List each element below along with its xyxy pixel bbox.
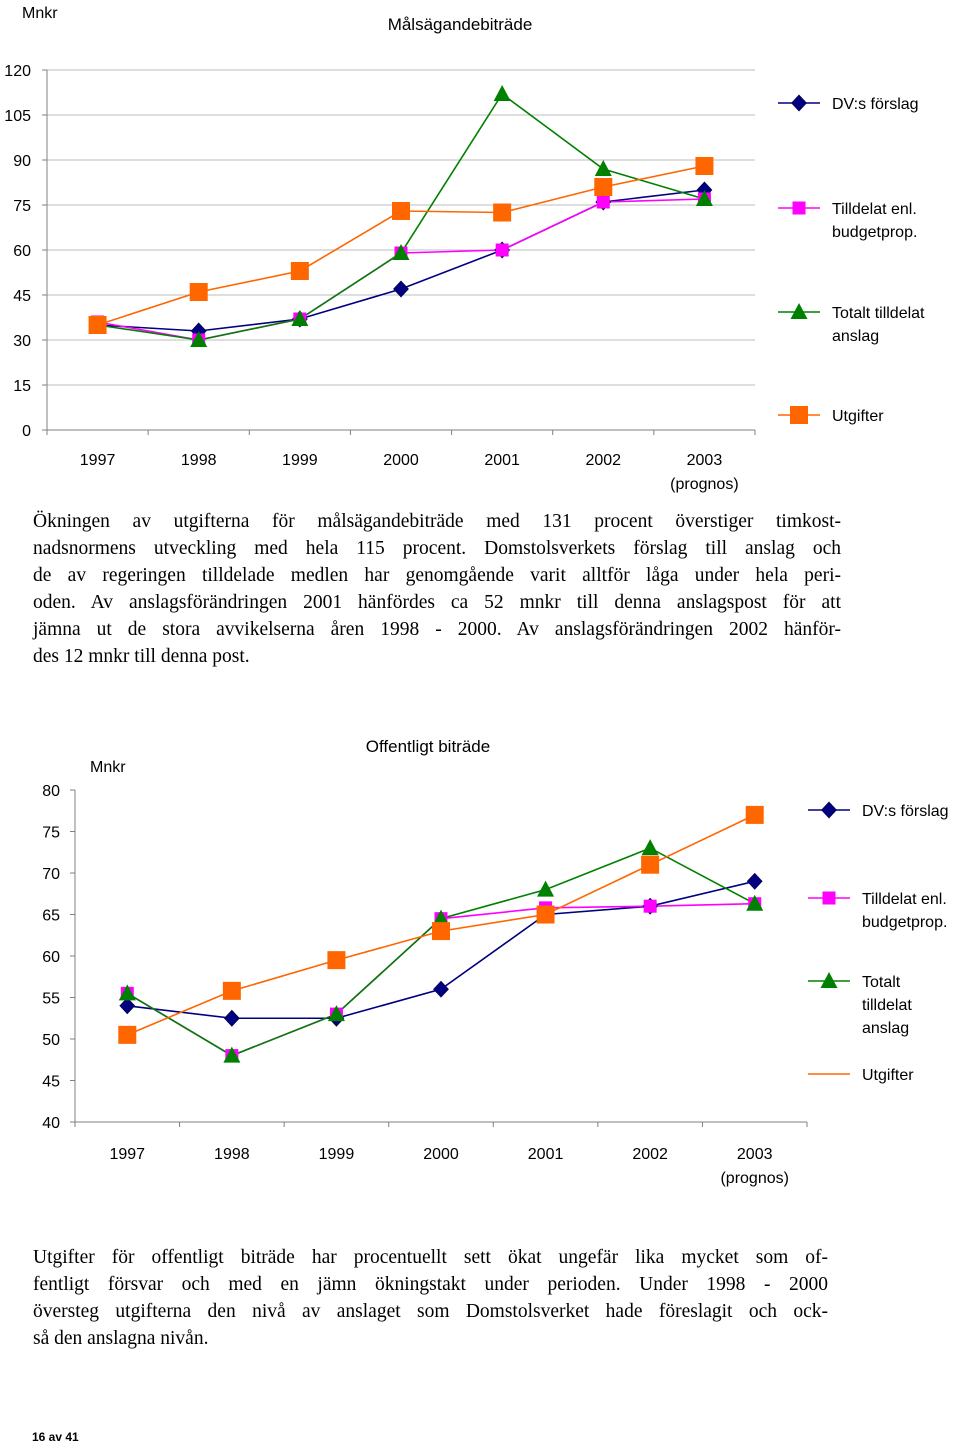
legend-label: budgetprop. xyxy=(862,914,948,931)
chart2-x-ticks xyxy=(109,1146,788,1187)
y-tick-label: 0 xyxy=(22,423,31,440)
page-number: 16 av 41 xyxy=(32,1430,79,1444)
x-tick-label: 2001 xyxy=(484,452,520,469)
paragraph-line: jämna ut de stora avvikelserna åren 1998 - 2000. Av anslagsförändringen 2002 hänför- xyxy=(33,619,841,640)
y-tick-label: 75 xyxy=(42,824,60,842)
legend-marker-totalt_tilldelat xyxy=(791,303,808,319)
y-tick-label: 80 xyxy=(42,783,60,800)
legend-label: Tilldelat enl. xyxy=(862,891,947,908)
y-tick-label: 30 xyxy=(13,333,31,350)
data-point-utgifter xyxy=(327,951,345,969)
y-tick-label: 60 xyxy=(13,243,31,260)
data-point-utgifter xyxy=(746,806,764,824)
x-tick-label: 2002 xyxy=(632,1146,668,1163)
paragraph-line: Ökningen av utgifterna för målsägandebiträde med 131 procent överstiger timkost- xyxy=(33,511,841,532)
data-point-totalt_tilldelat xyxy=(537,881,554,897)
y-tick-label: 75 xyxy=(13,198,31,215)
paragraph-line: fentligt försvar och med en jämn ökningstakt under perioden. Under 1998 - 2000 xyxy=(33,1274,828,1295)
data-point-utgifter xyxy=(392,202,410,220)
paragraph-malsagandebitrade xyxy=(33,508,841,670)
paragraph-line: oden. Av anslagsförändringen 2001 hänfördes ca 52 mnkr till denna anslagspost för att xyxy=(33,592,841,613)
data-point-utgifter xyxy=(537,906,555,924)
data-point-utgifter xyxy=(432,922,450,940)
x-tick-label: 1999 xyxy=(318,1146,355,1163)
legend-marker-utgifter xyxy=(790,406,808,424)
y-tick-label: 45 xyxy=(42,1073,60,1091)
y-tick-label: 15 xyxy=(13,378,31,395)
x-tick-label: 2001 xyxy=(527,1146,564,1163)
legend-label: Totalt tilldelat xyxy=(832,305,925,322)
y-tick-label: 55 xyxy=(42,990,60,1008)
x-tick-label: 2003 xyxy=(686,452,723,469)
legend-marker-tilldelat_budgetprop xyxy=(793,202,806,215)
legend-marker-dv_forslag xyxy=(792,95,807,111)
paragraph-line: översteg utgifterna den nivå av anslaget som Domstolsverket hade föreslagit och ock- xyxy=(33,1301,828,1322)
paragraph-line: de av regeringen tilldelade medlen har genomgående varit alltför låga under hela peri- xyxy=(33,565,841,586)
x-tick-label: 1997 xyxy=(109,1146,146,1163)
chart1-series xyxy=(89,85,714,347)
legend-label: anslag xyxy=(862,1020,910,1037)
x-tick-label: (prognos) xyxy=(720,1170,789,1187)
data-point-utgifter xyxy=(641,856,659,874)
y-tick-label: 50 xyxy=(42,1032,60,1049)
data-point-totalt_tilldelat xyxy=(595,160,612,176)
legend-label: tilldelat xyxy=(862,997,912,1014)
x-tick-label: 2000 xyxy=(383,452,419,469)
legend-label: Tilldelat enl. xyxy=(832,201,917,218)
chart1-unit-label: Mnkr xyxy=(22,5,58,22)
data-point-utgifter xyxy=(118,1026,136,1044)
chart2-legend xyxy=(808,802,949,1084)
chart2-series xyxy=(118,806,763,1063)
chart1-gridlines xyxy=(47,70,755,385)
legend-label: DV:s förslag xyxy=(862,803,949,820)
y-tick-label: 40 xyxy=(42,1115,60,1132)
y-tick-label: 120 xyxy=(4,63,31,80)
series-line-tilldelat_budgetprop xyxy=(98,199,705,340)
legend-label: anslag xyxy=(832,328,880,345)
x-tick-label: 2000 xyxy=(423,1146,459,1163)
y-tick-label: 45 xyxy=(13,288,31,305)
chart2-y-ticks xyxy=(42,783,60,1132)
legend-label: budgetprop. xyxy=(832,224,918,241)
legend-label: DV:s förslag xyxy=(832,96,919,113)
x-tick-label: 1999 xyxy=(282,452,318,469)
data-point-dv_forslag xyxy=(747,873,762,889)
data-point-utgifter xyxy=(223,982,241,1000)
data-point-utgifter xyxy=(695,157,713,175)
chart2-title: Offentligt biträde xyxy=(365,737,491,756)
paragraph-offentligt-bitrade xyxy=(33,1244,828,1352)
series-line-totalt_tilldelat xyxy=(127,848,754,1056)
data-point-tilldelat_budgetprop xyxy=(496,244,509,257)
chart1-y-ticks xyxy=(4,63,31,440)
data-point-dv_forslag xyxy=(434,981,449,997)
x-tick-label: 1997 xyxy=(79,452,116,469)
chart-offentligt-bitrade xyxy=(0,720,960,1200)
legend-marker-dv_forslag xyxy=(822,802,837,818)
data-point-utgifter xyxy=(594,178,612,196)
chart1-title: Målsägandebiträde xyxy=(387,15,533,34)
data-point-totalt_tilldelat xyxy=(494,85,511,101)
x-tick-label: 2003 xyxy=(736,1146,773,1163)
legend-marker-totalt_tilldelat xyxy=(821,972,838,988)
legend-label: Totalt xyxy=(862,974,901,991)
legend-label: Utgifter xyxy=(832,408,884,425)
x-tick-label: 1998 xyxy=(180,452,217,469)
x-tick-label: (prognos) xyxy=(670,476,739,493)
data-point-totalt_tilldelat xyxy=(642,839,659,855)
legend-marker-tilldelat_budgetprop xyxy=(823,892,836,905)
paragraph-line: des 12 mnkr till denna post. xyxy=(33,646,250,667)
chart2-unit-label: Mnkr xyxy=(90,759,126,776)
paragraph-line: så den anslagna nivån. xyxy=(33,1328,209,1349)
chart1-legend xyxy=(778,95,925,425)
data-point-utgifter xyxy=(291,262,309,280)
y-tick-label: 105 xyxy=(4,108,31,125)
data-point-tilldelat_budgetprop xyxy=(644,900,657,913)
y-tick-label: 70 xyxy=(42,866,60,883)
y-tick-label: 65 xyxy=(42,907,60,925)
chart1-x-ticks xyxy=(80,452,739,493)
paragraph-line: Utgifter för offentligt biträde har procentuellt sett ökat ungefär lika mycket som of- xyxy=(33,1247,828,1268)
y-tick-label: 90 xyxy=(13,153,31,170)
chart-malsagandebitrade xyxy=(0,0,960,500)
data-point-utgifter xyxy=(190,283,208,301)
y-tick-label: 60 xyxy=(42,949,60,966)
data-point-utgifter xyxy=(89,316,107,334)
chart2-axes xyxy=(70,790,807,1127)
x-tick-label: 1998 xyxy=(214,1146,250,1163)
data-point-tilldelat_budgetprop xyxy=(597,196,610,209)
data-point-utgifter xyxy=(493,204,511,222)
paragraph-line: nadsnormens utveckling med hela 115 procent. Domstolsverkets förslag till anslag och xyxy=(33,538,841,559)
data-point-dv_forslag xyxy=(224,1010,239,1026)
x-tick-label: 2002 xyxy=(585,452,622,469)
legend-label: Utgifter xyxy=(862,1067,914,1084)
series-line-dv_forslag xyxy=(127,881,754,1018)
